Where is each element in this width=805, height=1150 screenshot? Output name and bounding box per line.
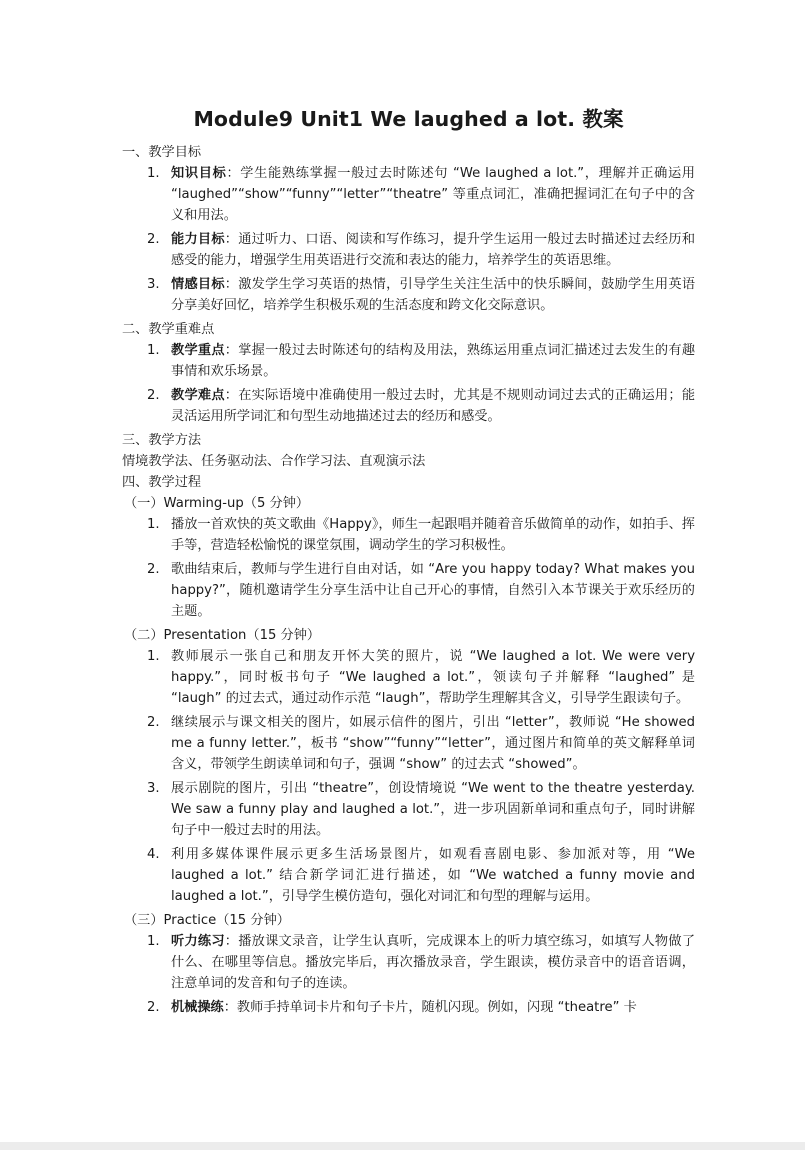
item-text: 歌曲结束后，教师与学生进行自由对话，如 “Are you happy today? What makes you happy?”，随机邀请学生分享生活中让自己开心的事情，自然引入本节课关于欢乐经历的主题。 (171, 562, 695, 619)
presentation-list (122, 646, 695, 907)
list-item (122, 646, 695, 709)
section-heading-keypoints: 二、教学重难点 (122, 322, 215, 337)
item-text: 继续展示与课文相关的图片，如展示信件的图片，引出 “letter”，教师说 “He showed me a funny letter.”，板书 “show”“funny”“letter”，通过图片和简单的英文解释单词含义，带领学生朗读单词和句子，强调 “show” 的过去式 “showed”。 (171, 715, 695, 772)
item-text: 展示剧院的图片，引出 “theatre”，创设情境说 “We went to the theatre yesterday. We saw a funny play and laughed a lot.”，进一步巩固新单词和重点句子，同时讲解句子中一般过去时的用法。 (171, 781, 695, 838)
item-lead: 教学难点 (171, 388, 225, 403)
item-number: 1. (147, 934, 160, 949)
keypoints-list (122, 340, 695, 427)
item-lead: 听力练习 (171, 934, 225, 949)
list-item (122, 931, 695, 994)
item-lead: 知识目标 (171, 166, 227, 181)
item-text: ：教师手持单词卡片和句子卡片，随机闪现。例如，闪现 “theatre” 卡 (223, 1000, 637, 1015)
methods-text: 情境教学法、任务驱动法、合作学习法、直观演示法 (122, 454, 426, 469)
section-heading-methods: 三、教学方法 (122, 433, 202, 448)
item-number: 3. (147, 277, 160, 292)
item-number: 4. (147, 847, 160, 862)
step-heading-presentation: （二）Presentation（15 分钟） (124, 628, 321, 643)
item-lead: 机械操练 (171, 1000, 224, 1015)
page-bottom-edge (0, 1142, 805, 1150)
step-heading-practice: （三）Practice（15 分钟） (124, 913, 290, 928)
item-number: 1. (147, 649, 160, 664)
section-heading-process: 四、教学过程 (122, 475, 202, 490)
item-text: 教师展示一张自己和朋友开怀大笑的照片，说 “We laughed a lot. We were very happy.”，同时板书句子 “We laughed a lot.”，领读句子并解释 “laughed” 是 “laugh” 的过去式，通过动作示范 “laugh”，帮助学生理解其含义，引导学生跟读句子。 (171, 649, 695, 706)
practice-list (122, 931, 695, 1018)
list-item (122, 163, 695, 226)
list-item (122, 712, 695, 775)
item-text: ：激发学生学习英语的热情，引导学生关注生活中的快乐瞬间，鼓励学生用英语分享美好回忆，培养学生积极乐观的生活态度和跨文化交际意识。 (171, 277, 696, 313)
section-heading-goals: 一、教学目标 (122, 145, 202, 160)
item-number: 2. (147, 232, 160, 247)
item-text: ：掌握一般过去时陈述句的结构及用法，熟练运用重点词汇描述过去发生的有趣事情和欢乐场景。 (171, 343, 696, 379)
item-text: 利用多媒体课件展示更多生活场景图片，如观看喜剧电影、参加派对等，用 “We laughed a lot.” 结合新学词汇进行描述，如 “We watched a funny movie and laughed a lot.”，引导学生模仿造句，强化对词汇和句型的理解与运用。 (171, 847, 695, 904)
item-text: ：在实际语境中准确使用一般过去时，尤其是不规则动词过去式的正确运用；能灵活运用所学词汇和句型生动地描述过去的经历和感受。 (171, 388, 696, 424)
list-item (122, 274, 695, 316)
item-text: 播放一首欢快的英文歌曲《Happy》，师生一起跟唱并随着音乐做简单的动作，如拍手、挥手等，营造轻松愉悦的课堂氛围，调动学生的学习积极性。 (171, 517, 695, 553)
list-item (122, 385, 695, 427)
item-lead: 教学重点 (171, 343, 225, 358)
item-number: 1. (147, 517, 160, 532)
goals-list (122, 163, 695, 316)
document-title: Module9 Unit1 We laughed a lot. 教案 (193, 107, 624, 131)
list-item (122, 514, 695, 556)
list-item (122, 340, 695, 382)
list-item (122, 778, 695, 841)
item-text: ：学生能熟练掌握一般过去时陈述句 “We laughed a lot.”，理解并正确运用 “laughed”“show”“funny”“letter”“theatre” 等重点词汇，准确把握词汇在句子中的含义和用法。 (171, 166, 695, 223)
item-lead: 情感目标 (171, 277, 225, 292)
list-item (122, 844, 695, 907)
item-text: ：播放课文录音，让学生认真听，完成课本上的听力填空练习，如填写人物做了什么、在哪里等信息。播放完毕后，再次播放录音，学生跟读，模仿录音中的语音语调，注意单词的发音和句子的连读。 (171, 934, 696, 991)
list-item (122, 229, 695, 271)
step-heading-warmup: （一）Warming-up（5 分钟） (124, 496, 310, 511)
warmup-list (122, 514, 695, 622)
item-number: 2. (147, 388, 160, 403)
list-item (122, 997, 695, 1018)
item-text: ：通过听力、口语、阅读和写作练习，提升学生运用一般过去时描述过去经历和感受的能力，增强学生用英语进行交流和表达的能力，培养学生的英语思维。 (171, 232, 696, 268)
item-lead: 能力目标 (171, 232, 225, 247)
item-number: 3. (147, 781, 160, 796)
item-number: 1. (147, 166, 160, 181)
item-number: 2. (147, 1000, 160, 1015)
item-number: 1. (147, 343, 160, 358)
list-item (122, 559, 695, 622)
item-number: 2. (147, 715, 160, 730)
item-number: 2. (147, 562, 160, 577)
